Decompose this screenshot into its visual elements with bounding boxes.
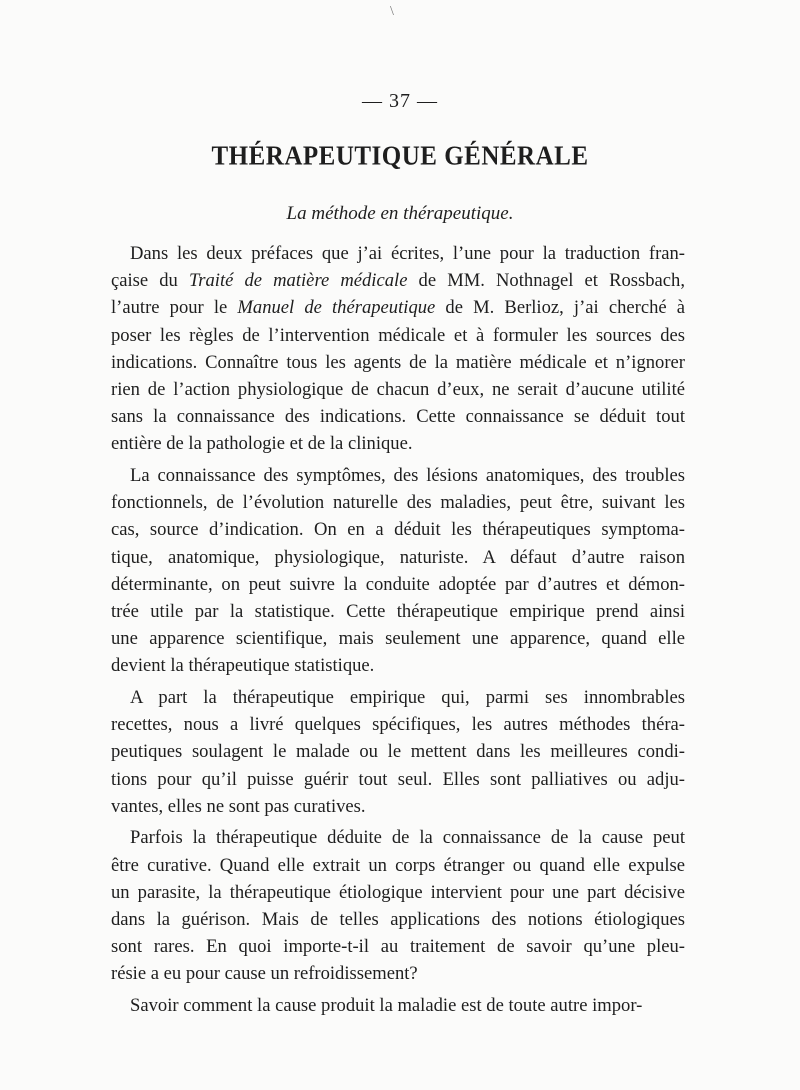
text-segment: sont rares. En quoi importe-t-il au traitement de savoir qu’une pleu- (111, 936, 685, 958)
text-segment: un parasite, la thérapeutique étiologique intervient pour une part décisive (111, 881, 685, 903)
text-line (111, 598, 685, 625)
text-segment: Dans les deux préfaces que j’ai écrites, l’une pour la traduction fran- (130, 243, 685, 264)
text-segment: Savoir comment la cause produit la maladie est de toute autre impor- (130, 995, 643, 1017)
text-segment: recettes, nous a livré quelques spécifiques, les autres méthodes théra- (111, 714, 685, 736)
text-line (111, 960, 685, 987)
margin-mark: \ (390, 4, 394, 19)
text-line (111, 376, 685, 403)
italic-title: Traité de matière médicale (188, 270, 408, 292)
text-line (111, 516, 685, 543)
text-line (111, 684, 685, 711)
text-segment: A part la thérapeutique empirique qui, parmi ses innombrables (130, 687, 685, 708)
text-segment: de MM. Nothnagel et Rossbach, (407, 270, 685, 292)
text-segment: dans la guérison. Mais de telles applications des notions étiologiques (111, 909, 685, 930)
text-segment: fonctionnels, de l’évolution naturelle des maladies, peut être, suivant les (111, 492, 685, 514)
paragraph (111, 462, 685, 680)
text-segment: déterminante, on peut suivre la conduite adoptée par d’autres et démon- (111, 573, 685, 595)
text-line (111, 349, 685, 376)
text-line (111, 267, 685, 294)
text-segment: indications. Connaître tous les agents de la matière médicale et n’ignorer (111, 351, 685, 373)
text-segment: l’autre pour le (111, 297, 238, 319)
text-line (111, 322, 685, 349)
text-segment: rien de l’action physiologique de chacun d’eux, ne serait d’aucune utilité (111, 378, 685, 400)
body-text (111, 240, 685, 1024)
text-line (111, 879, 685, 906)
paragraph (111, 824, 685, 987)
text-line (111, 571, 685, 598)
text-segment: une apparence scientifique, mais seulement une apparence, quand elle (111, 628, 685, 650)
text-line (111, 933, 685, 960)
text-segment: Parfois la thérapeutique déduite de la connaissance de la cause peut (130, 827, 685, 849)
text-line (111, 766, 685, 793)
text-segment: cas, source d’indication. On en a déduit les thérapeutiques symptoma- (111, 519, 685, 541)
text-line (111, 992, 685, 1019)
text-line (111, 430, 685, 457)
text-segment: vantes, elles ne sont pas curatives. (111, 795, 366, 817)
text-segment: résie a eu pour cause un refroidissement? (111, 963, 418, 985)
paragraph (111, 240, 685, 458)
text-line (111, 711, 685, 738)
text-segment: être curative. Quand elle extrait un corps étranger ou quand elle expulse (111, 854, 685, 876)
text-segment: çaise du (111, 270, 189, 292)
text-segment: tions pour qu’il puisse guérir tout seul. Elles sont palliatives ou adju- (111, 768, 685, 790)
italic-title: Manuel de thérapeutique (237, 297, 436, 319)
text-segment: trée utile par la statistique. Cette thérapeutique empirique prend ainsi (111, 600, 685, 622)
text-line (111, 462, 685, 489)
text-segment: sans la connaissance des indications. Cette connaissance se déduit tout (111, 406, 685, 428)
text-line (111, 294, 685, 321)
text-segment: La connaissance des symptômes, des lésions anatomiques, des troubles (130, 465, 685, 486)
text-segment: entière de la pathologie et de la clinique. (111, 433, 413, 455)
text-segment: peutiques soulagent le malade ou le mettent dans les meilleures condi- (111, 741, 685, 763)
text-segment: tique, anatomique, physiologique, naturiste. A défaut d’autre raison (111, 546, 685, 568)
text-line (111, 738, 685, 765)
text-segment: devient la thérapeutique statistique. (111, 655, 375, 677)
text-line (111, 489, 685, 516)
text-line (111, 652, 685, 679)
text-line (111, 852, 685, 879)
section-title: La méthode en thérapeutique. (286, 203, 514, 224)
page-number: — 37 — (362, 90, 438, 112)
text-line (111, 544, 685, 571)
paragraph (111, 684, 685, 820)
text-line (111, 625, 685, 652)
chapter-title: THÉRAPEUTIQUE GÉNÉRALE (211, 141, 589, 172)
text-line (111, 906, 685, 933)
text-segment: de M. Berlioz, j’ai cherché à (435, 297, 686, 319)
paragraph (111, 992, 685, 1019)
text-line (111, 793, 685, 820)
text-segment: poser les règles de l’intervention médicale et à formuler les sources des (111, 324, 685, 346)
text-line (111, 824, 685, 851)
text-line (111, 403, 685, 430)
text-line (111, 240, 685, 267)
